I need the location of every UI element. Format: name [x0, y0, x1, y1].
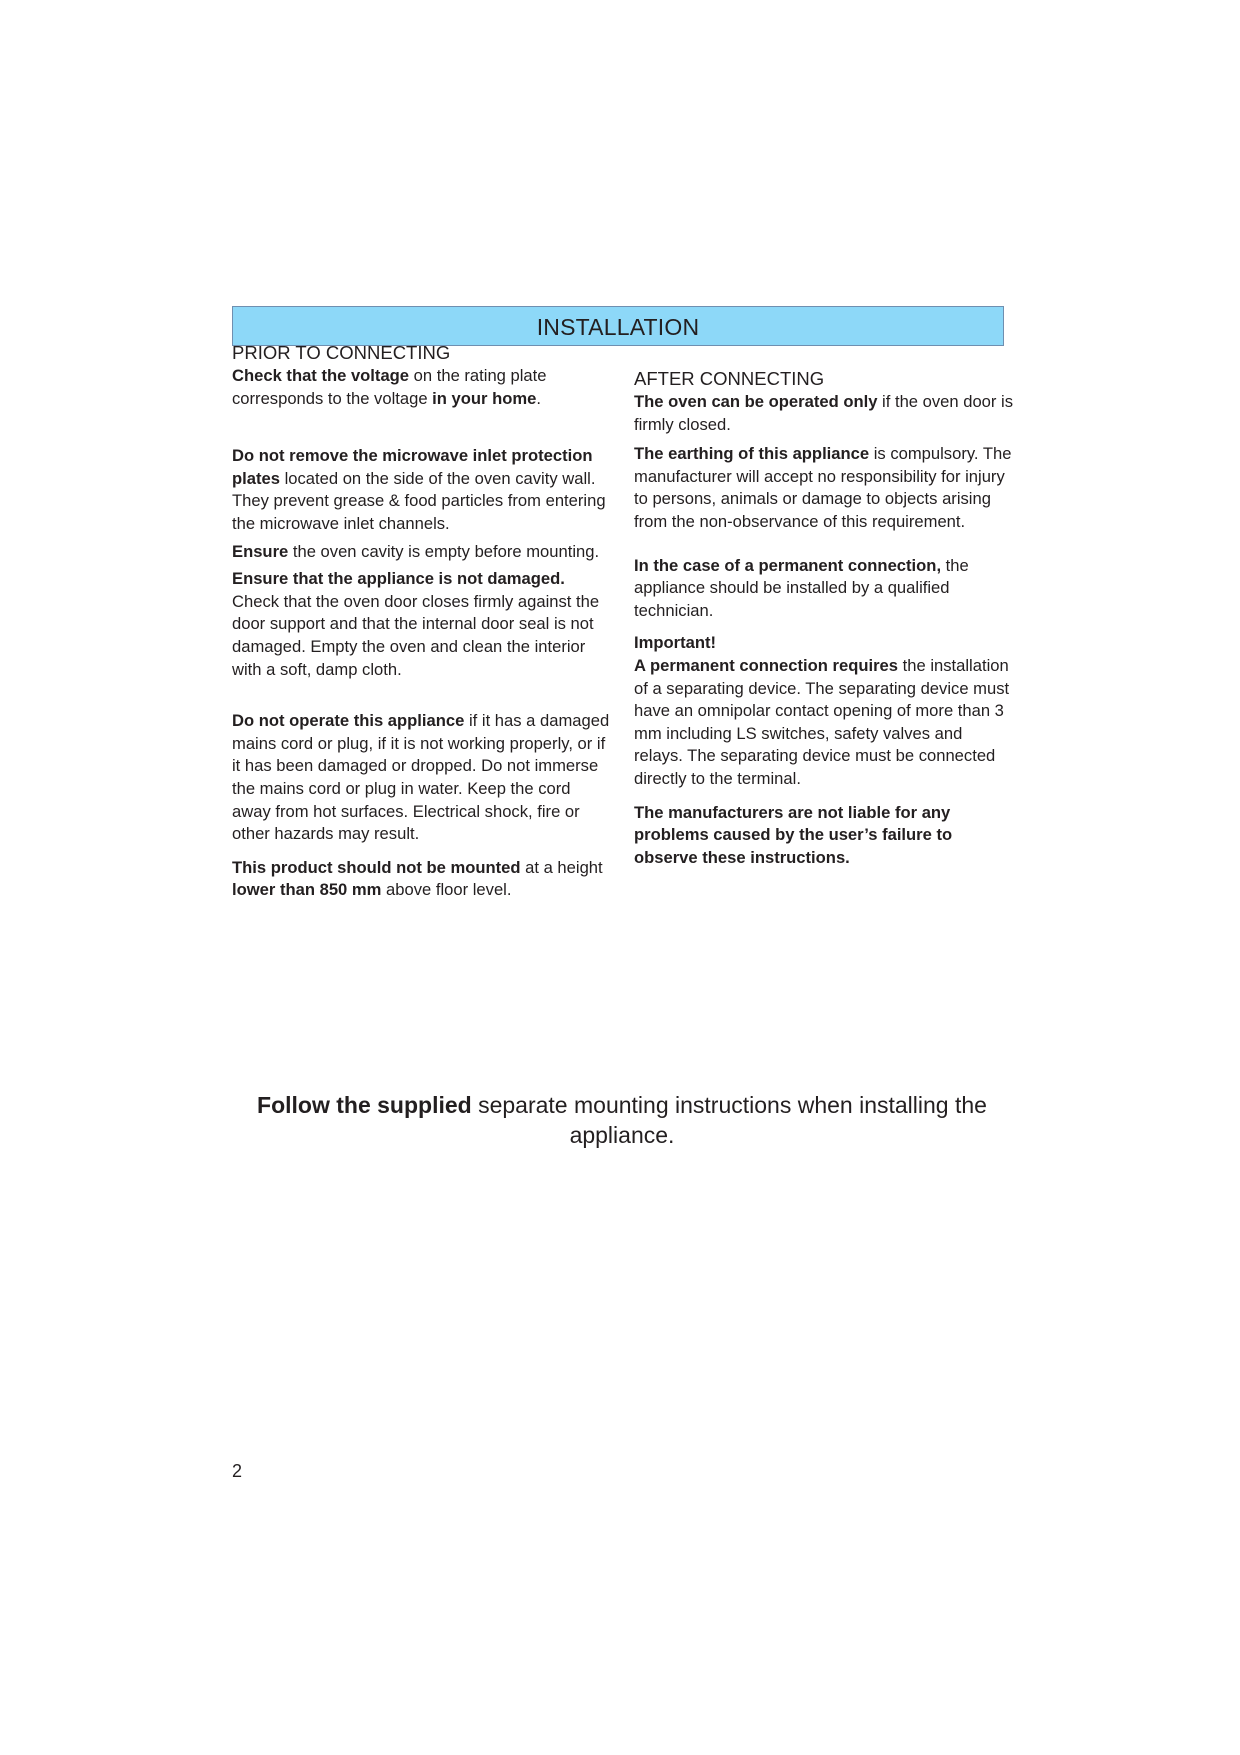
liability-paragraph: The manufacturers are not liable for any problems caused by the user’s failure to observe these instructions. — [634, 802, 953, 867]
mounting-height-paragraph: This product should not be mounted at a height lower than 850 mm above floor level. — [232, 857, 603, 900]
important-paragraph: Important! A permanent connection requires the installation of a separating device. The separating device must have an omnipolar contact opening of more than 3 mm including LS switches, safety valves and relays. The separating device must be connected directly to the terminal. — [634, 633, 1010, 788]
voltage-paragraph: Check that the voltage on the rating plate corresponds to the voltage in your home. — [232, 366, 547, 408]
left-column — [232, 344, 612, 902]
do-not-operate-paragraph: Do not operate this appliance if it has a damaged mains cord or plug, if it is not working properly, or if it has been damaged or dropped. Do not immerse the mains cord or plug in water. Keep the cord away from hot surfaces. Electrical shock, fire or other hazards may result. — [232, 711, 610, 844]
cavity-empty-paragraph: Ensure the oven cavity is empty before mounting. — [232, 541, 600, 561]
section-header — [232, 306, 1004, 346]
not-damaged-paragraph: Ensure that the appliance is not damaged. Check that the oven door closes firmly against the door support and that the internal door seal is not damaged. Empty the oven and clean the interior with a soft, damp cloth. — [232, 569, 600, 679]
after-connecting-heading: AFTER CONNECTING — [634, 368, 825, 389]
door-closed-paragraph: The oven can be operated only if the oven door is firmly closed. — [634, 392, 1014, 434]
permanent-connection-paragraph: In the case of a permanent connection, the appliance should be installed by a qualified technician. — [634, 555, 969, 620]
mounting-instructions-note: Follow the supplied separate mounting instructions when installing the appliance. — [257, 1092, 987, 1148]
inlet-plates-paragraph: Do not remove the microwave inlet protection plates located on the side of the oven cavity wall. They prevent grease & food particles from entering the microwave inlet channels. — [232, 446, 606, 533]
section-title: INSTALLATION — [536, 314, 700, 340]
prior-to-connecting-heading: PRIOR TO CONNECTING — [232, 342, 451, 363]
right-column — [634, 368, 1014, 869]
earthing-paragraph: The earthing of this appliance is compulsory. The manufacturer will accept no responsibility for injury to persons, animals or damage to objects arising from the non-observance of this requirement. — [634, 444, 1012, 531]
page-number: 2 — [232, 1461, 243, 1481]
